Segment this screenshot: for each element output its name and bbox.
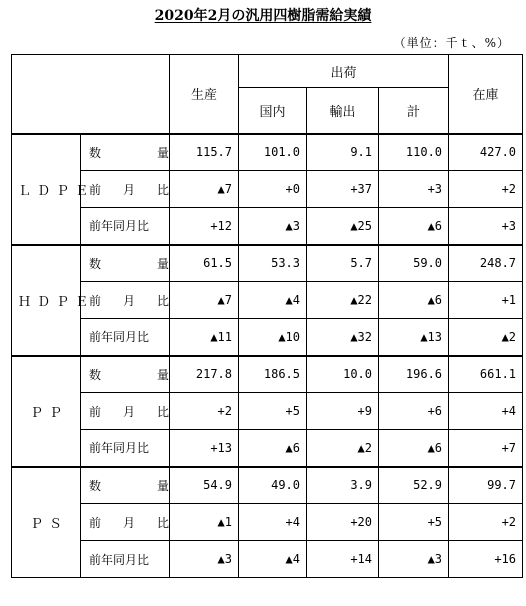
- cell-total: 59.0: [379, 245, 449, 282]
- cell-total: +6: [379, 393, 449, 430]
- row-label-mom: [81, 171, 170, 208]
- cell-inventory: 661.1: [449, 356, 523, 393]
- cell-export: ▲25: [307, 208, 379, 245]
- table-row: [12, 245, 523, 282]
- row-label-text: 前 月 比: [89, 404, 169, 419]
- cell-export: +9: [307, 393, 379, 430]
- row-label-text: 前 月 比: [89, 293, 169, 308]
- unit-note: （単位：千ｔ、%）: [393, 36, 510, 50]
- table-row: [12, 430, 523, 467]
- header-shipment: 出荷: [239, 55, 449, 88]
- cell-domestic: 101.0: [239, 134, 307, 171]
- cell-domestic: ▲3: [239, 208, 307, 245]
- row-label-text: 前年同月比: [89, 219, 150, 234]
- table-row: [12, 467, 523, 504]
- cell-inventory: +2: [449, 504, 523, 541]
- cell-export: ▲32: [307, 319, 379, 356]
- cell-domestic: +4: [239, 504, 307, 541]
- cell-inventory: +1: [449, 282, 523, 319]
- row-label-text: 数 量: [89, 367, 169, 382]
- table-row: [12, 282, 523, 319]
- row-label-yoy: [81, 430, 170, 467]
- row-label-yoy: [81, 541, 170, 578]
- cell-inventory: +2: [449, 171, 523, 208]
- cell-production: ▲7: [170, 282, 239, 319]
- cell-production: +2: [170, 393, 239, 430]
- cell-production: ▲11: [170, 319, 239, 356]
- cell-total: +5: [379, 504, 449, 541]
- cell-production: +12: [170, 208, 239, 245]
- cell-total: ▲3: [379, 541, 449, 578]
- cell-export: ▲22: [307, 282, 379, 319]
- cell-production: 54.9: [170, 467, 239, 504]
- row-label-text: 前年同月比: [89, 330, 150, 345]
- product-name: ＰＰ: [12, 356, 81, 467]
- header-production: 生産: [170, 55, 239, 134]
- cell-inventory: 99.7: [449, 467, 523, 504]
- table-row: [12, 319, 523, 356]
- row-label-text: 前年同月比: [89, 441, 150, 456]
- cell-export: 10.0: [307, 356, 379, 393]
- cell-domestic: 186.5: [239, 356, 307, 393]
- header-corner: [12, 55, 170, 134]
- row-label-yoy: [81, 319, 170, 356]
- supply-demand-table: [11, 54, 523, 578]
- cell-production: ▲7: [170, 171, 239, 208]
- row-label-mom: [81, 393, 170, 430]
- cell-inventory: +3: [449, 208, 523, 245]
- row-label-mom: [81, 282, 170, 319]
- cell-inventory: +4: [449, 393, 523, 430]
- product-name: ＬＤＰＥ: [12, 134, 81, 245]
- table-row: [12, 393, 523, 430]
- row-label-text: 前年同月比: [89, 552, 150, 567]
- cell-domestic: ▲6: [239, 430, 307, 467]
- cell-domestic: ▲4: [239, 541, 307, 578]
- cell-export: 5.7: [307, 245, 379, 282]
- row-label-quantity: [81, 467, 170, 504]
- cell-total: ▲6: [379, 282, 449, 319]
- cell-inventory: +7: [449, 430, 523, 467]
- row-label-mom: [81, 504, 170, 541]
- cell-export: +37: [307, 171, 379, 208]
- cell-total: ▲6: [379, 208, 449, 245]
- row-label-quantity: [81, 356, 170, 393]
- header-inventory: 在庫: [449, 55, 523, 134]
- cell-export: ▲2: [307, 430, 379, 467]
- cell-production: ▲3: [170, 541, 239, 578]
- cell-inventory: ▲2: [449, 319, 523, 356]
- header-domestic: 国内: [239, 88, 307, 134]
- cell-domestic: +5: [239, 393, 307, 430]
- header-total: 計: [379, 88, 449, 134]
- row-label-text: 前 月 比: [89, 515, 169, 530]
- cell-total: 52.9: [379, 467, 449, 504]
- cell-export: +20: [307, 504, 379, 541]
- cell-production: 217.8: [170, 356, 239, 393]
- cell-domestic: ▲10: [239, 319, 307, 356]
- cell-total: 196.6: [379, 356, 449, 393]
- table-row: [12, 504, 523, 541]
- cell-domestic: 53.3: [239, 245, 307, 282]
- cell-export: 3.9: [307, 467, 379, 504]
- cell-domestic: 49.0: [239, 467, 307, 504]
- page-title: 2020年2月の汎用四樹脂需給実績: [154, 8, 372, 24]
- header-export: 輸出: [307, 88, 379, 134]
- cell-total: 110.0: [379, 134, 449, 171]
- cell-inventory: +16: [449, 541, 523, 578]
- row-label-text: 前 月 比: [89, 182, 169, 197]
- table-row: [12, 208, 523, 245]
- cell-total: ▲6: [379, 430, 449, 467]
- cell-production: ▲1: [170, 504, 239, 541]
- cell-production: 115.7: [170, 134, 239, 171]
- table-row: [12, 541, 523, 578]
- cell-domestic: ▲4: [239, 282, 307, 319]
- row-label-text: 数 量: [89, 478, 169, 493]
- product-name: ＰＳ: [12, 467, 81, 578]
- row-label-yoy: [81, 208, 170, 245]
- cell-export: 9.1: [307, 134, 379, 171]
- row-label-text: 数 量: [89, 145, 169, 160]
- row-label-quantity: [81, 134, 170, 171]
- cell-inventory: 248.7: [449, 245, 523, 282]
- cell-production: +13: [170, 430, 239, 467]
- product-name: ＨＤＰＥ: [12, 245, 81, 356]
- table-row: [12, 171, 523, 208]
- cell-production: 61.5: [170, 245, 239, 282]
- row-label-text: 数 量: [89, 256, 169, 271]
- row-label-quantity: [81, 245, 170, 282]
- table-row: [12, 356, 523, 393]
- cell-total: +3: [379, 171, 449, 208]
- cell-domestic: +0: [239, 171, 307, 208]
- table-row: [12, 134, 523, 171]
- cell-export: +14: [307, 541, 379, 578]
- cell-total: ▲13: [379, 319, 449, 356]
- cell-inventory: 427.0: [449, 134, 523, 171]
